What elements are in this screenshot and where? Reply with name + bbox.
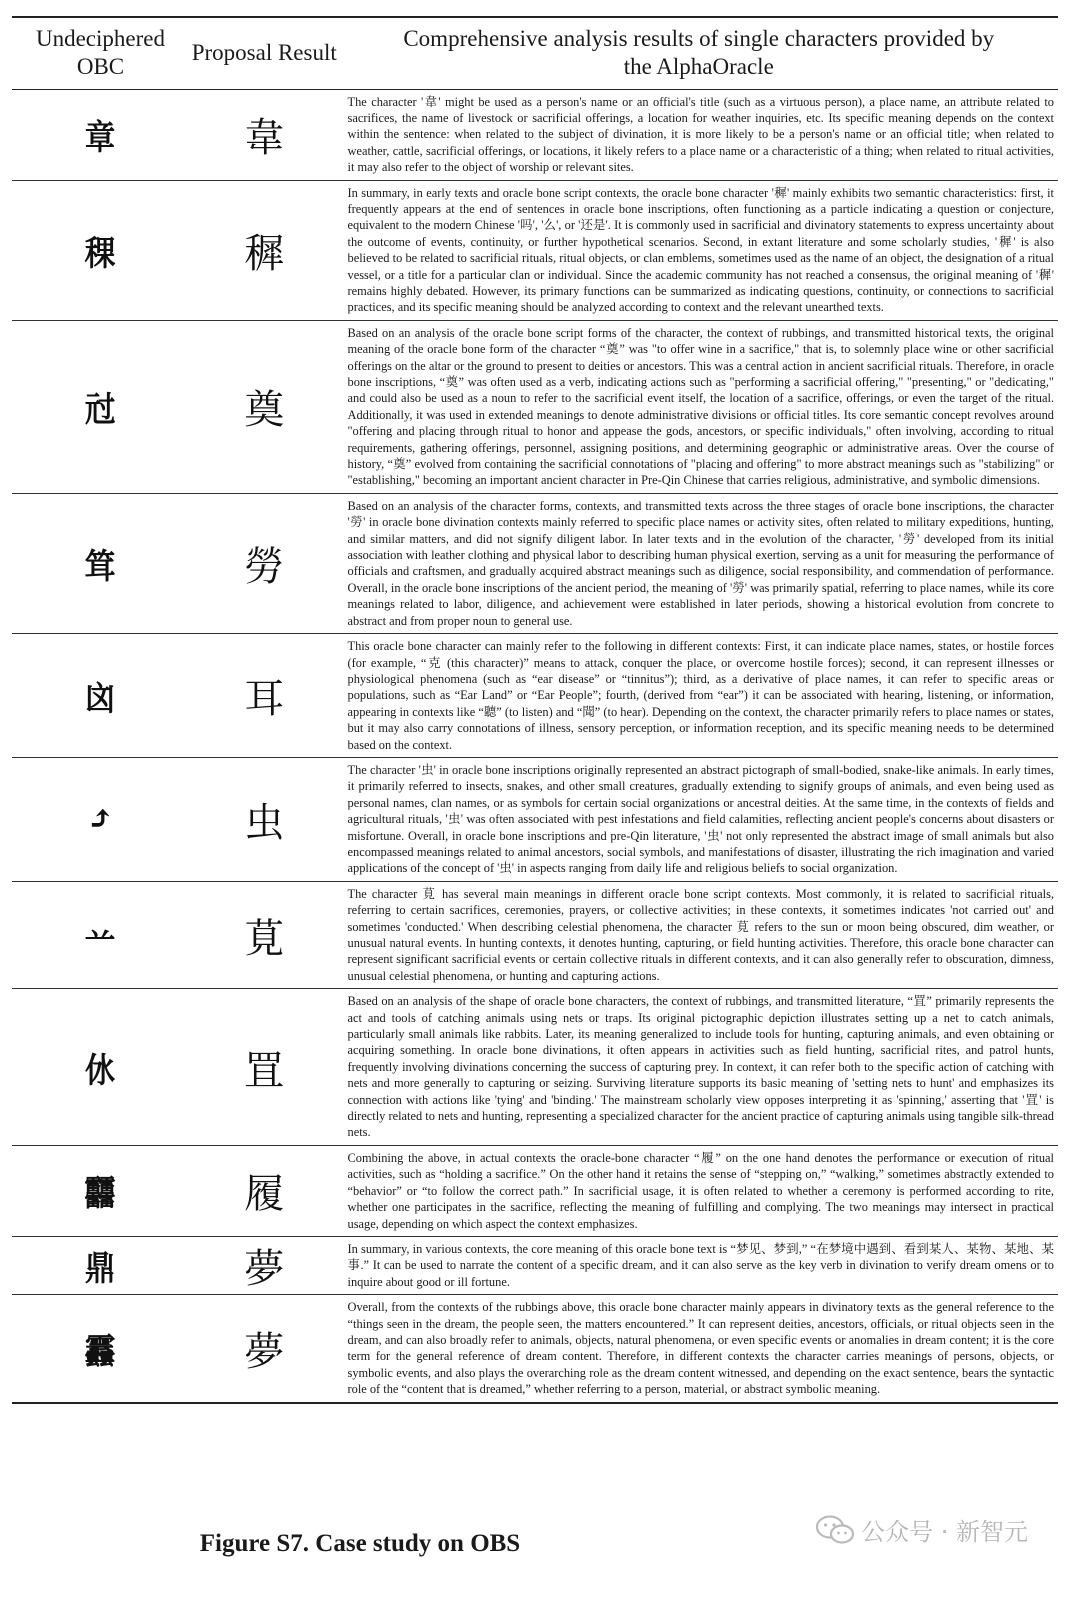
proposal-result-character: 履 <box>244 1171 285 1218</box>
proposal-result-character: 莧 <box>244 915 285 962</box>
proposal-result-cell <box>189 989 340 1146</box>
obc-glyph: 䨺 <box>85 1331 116 1372</box>
obc-cell <box>12 1145 189 1236</box>
proposal-result-character: 勞 <box>244 543 285 590</box>
proposal-result-cell <box>189 634 340 758</box>
obc-cell <box>12 89 189 180</box>
table-row <box>12 320 1058 493</box>
obc-glyph: 䒑 <box>85 918 116 959</box>
analysis-text: Based on an analysis of the character forms, contexts, and transmitted texts across the three stages of oracle bone inscriptions, the character '勞' in oracle bone divination contexts mainly referred to specific place names or activity sites, often related to military expeditions, hunting, and similar matters, and did not signify diligent labor. In later texts and in the evolution of the character, '勞' developed from its initial association with leather clothing and physical labor to describing human physical exertion, serving as a unit for measuring the performance of officials and craftsmen, and gradually acquired abstract meanings such as diligence, social responsibility, and commendation of performance. Overall, in the oracle bone inscriptions of the ancient period, the meaning of '勞' was primarily spatial, referring to place names, while its core meanings related to labor, diligence, and achievement were established in later periods, showing a historical evolution from concrete to abstract and from proper noun to general use. <box>347 498 1054 628</box>
table-row <box>12 634 1058 758</box>
obc-glyph: 㲻 <box>85 1050 116 1091</box>
analysis-text: Based on an analysis of the shape of oracle bone characters, the context of rubbings, and transmitted literature, “罝” primarily represents the act and tools of catching animals using nets or traps. Its original pictographic depiction illustrates setting up a net to catch animals, particularly small animals like rabbits. Later, its meaning generalized to include tools for hunting, capturing animals, and even obtaining or acquiring something. In oracle bone divinations, it often appears in activities such as field hunting, sacrificial rites, and patrol hunts, frequently involving divinations concerning the success of capturing prey. In context, it can refer both to the specific action of catching with nets and more generally to capturing or seizing. Surviving literature supports its basic meaning of 'setting nets to hunt' and emphasizes its connection with actions like 'tying' and 'binding.' The mainstream scholarly view opposes interpreting it as 'spinning,' asserting that '罝' is directly related to nets and hunting, representing a specialized character for the ancient practice of capturing animals using tangible silk-thread nets. <box>347 994 1054 1140</box>
obc-cell <box>12 634 189 758</box>
proposal-result-character: 穉 <box>244 230 285 277</box>
proposal-result-character: 虫 <box>244 799 285 846</box>
proposal-result-cell <box>189 180 340 320</box>
analysis-text: This oracle bone character can mainly refer to the following in different contexts: First, it can indicate place names, states, or hostile forces (for example, “克 (this character)” means to attack, conquer the place, or overcome hostile forces); second, it can represent illnesses or physiological phenomena (such as “ear disease” or “tinnitus”); third, as a derivative of place names, it can refer to specific areas or populations, such as “Ear Land” or “Ear People”; fourth, (derived from “ear”) it can be associated with hearing, listening, or information, appearing in contexts like “聽” (to listen) and “聞” (to hear). Depending on the context, the character primarily refers to place names or states, but it may also carry connotations of illness, sensory perception, or information reception, and its specific meaning needs to be determined based on the context. <box>347 639 1054 752</box>
figure-caption: Figure S7. Case study on OBS <box>199 1530 521 1557</box>
proposal-result-cell <box>189 89 340 180</box>
proposal-result-character: 夢 <box>244 1328 285 1375</box>
obc-cell <box>12 881 189 988</box>
table-row <box>12 989 1058 1146</box>
table-row <box>12 180 1058 320</box>
obc-cell <box>12 180 189 320</box>
obc-cell <box>12 493 189 633</box>
table-row <box>12 1236 1058 1294</box>
table-row <box>12 881 1058 988</box>
proposal-result-cell <box>189 493 340 633</box>
obc-cell <box>12 1295 189 1403</box>
table-body <box>12 89 1058 1403</box>
obc-glyph: 㝴 <box>85 390 116 431</box>
proposal-result-cell <box>189 1295 340 1403</box>
table-row <box>12 89 1058 180</box>
obc-cell <box>12 989 189 1146</box>
header-proposal-result: Proposal Result <box>191 40 337 66</box>
analysis-text: The character 莧 has several main meanings in different oracle bone script contexts. Most commonly, it is related to sacrificial rituals, referring to certain sacrifices, ceremonies, prayers, or collective activities; in these contexts, it sometimes indicates 'not carried out' and sometimes 'conducted.' When describing celestial phenomena, the character 莧 refers to the sun or moon being obscured, dim weather, or unusual natural events. In hunting contexts, it denotes hunting, capturing, or field hunting activities. Therefore, this oracle bone character can represent significant sacrificial events or certain collective rituals in different contexts, and it can also generally refer to obscuration, dimness, unusual celestial phenomena, or hunting and capturing actions. <box>347 886 1054 983</box>
table-row <box>12 757 1058 881</box>
header-row <box>12 17 1058 89</box>
watermark-text: 公众号 · 新智元 <box>861 1518 1028 1546</box>
obc-glyph: 䨻 <box>85 1174 116 1215</box>
analysis-text: Combining the above, in actual contexts the oracle-bone character “履” on the one hand denotes the performance or execution of ritual activities, such as “holding a sacrifice.” On the other hand it retains the sense of “stepping on,” “walking,” sometimes abstractly extended to “behavior” or “to follow the correct path.” In sacrificial usage, it is often related to whether a ceremony is performed according to rite, whether one participates in the sacrifice, reflecting the meaning of fulfilling and complying. The two meanings may intersect in practical usage, depending on which aspect the context emphasizes. <box>347 1150 1054 1231</box>
obc-cell <box>12 757 189 881</box>
analysis-text: In summary, in early texts and oracle bone script contexts, the oracle bone character '穉' mainly exhibits two semantic characteristics: first, it frequently appears at the end of sentences in oracle bone inscriptions, often functioning as a particle indicating a question or conjecture, equivalent to the modern Chinese '吗', '么', or '还是'. It is commonly used in sacrificial and divinatory statements to express uncertainty about the outcome of events, continuity, or further hypothetical scenarios. Second, in extant literature and some scholarly studies, '穉' is also believed to be related to sacrificial rituals, ritual objects, or clan emblems, sometimes used as the name of an object, the designation of a ritual vessel, or a title for a particular clan or individual. Since the academic community has not reached a consensus, the original meaning of '穉' remains highly debated. However, its primary functions can be summarized as indicating questions, continuity, or connections to sacrificial practices, and its specific meaning should be analyzed according to context and the relevant unearthed texts. <box>347 185 1054 315</box>
analysis-text: The character '虫' in oracle bone inscriptions originally represented an abstract pictograph of small-bodied, snake-like animals. In early times, it primarily referred to insects, snakes, and other small creatures, gradually extending to signify groups of animals, and even being used as personal names, clan names, or as symbols for certain social organizations or ancestral deities. At the same time, in the contexts of fields and agricultural rituals, '虫' was often associated with pest infestations and field calamities, reflecting ancient people's concerns about disasters or misfortune. Overall, in oracle bone inscriptions and pre-Qin literature, '虫' not only represented the abstract image of small animals but also encompassed meanings related to animal ancestors, social symbols, and manifestations of disaster, illustrating the rich imagination and varied applications of the concept of '虫' in aspects ranging from daily life and religious beliefs to social organization. <box>347 762 1054 876</box>
analysis-text: In summary, in various contexts, the core meaning of this oracle bone text is “梦见、梦到,” “在梦境中遇到、看到某人、某物、某地、某事.” It can be used to narrate the content of a specific dream, and it can also serve as the key verb in divination to verify dream omens or to inquire about good or ill fortune. <box>347 1241 1054 1289</box>
table-row <box>12 493 1058 633</box>
proposal-result-cell <box>189 320 340 493</box>
table-row <box>12 1295 1058 1403</box>
proposal-result-cell <box>189 1145 340 1236</box>
table-header <box>12 17 1058 89</box>
proposal-result-character: 韋 <box>244 115 285 162</box>
table-row <box>12 1145 1058 1236</box>
proposal-result-character: 夢 <box>244 1246 285 1293</box>
proposal-result-character: 耳 <box>244 676 285 723</box>
obc-glyph: 㓙 <box>85 679 116 720</box>
obc-glyph: 稞 <box>85 233 116 274</box>
obc-cell <box>12 1236 189 1294</box>
header-analysis: Comprehensive analysis results of single characters provided by the AlphaOracle <box>403 26 995 80</box>
proposal-result-cell <box>189 1236 340 1294</box>
obc-cell <box>12 320 189 493</box>
obc-glyph: ⤴ <box>87 799 114 840</box>
watermark <box>815 1512 1028 1547</box>
obc-glyph: 䇯 <box>85 546 116 587</box>
analysis-text: Overall, from the contexts of the rubbings above, this oracle bone character mainly appears in divinatory texts as the general reference to the “things seen in the dream, the people seen, the matters encountered.” It can represent deities, ancestors, officials, or ritual objects seen in the dream, and can also broadly refer to animals, objects, natural phenomena, or even specific events or anomalies in dream content; it is the core term for the general reference of dream content. Therefore, in different contexts the character carries meanings of persons, objects, or symbolic events, and also plays the overarching role as the dream content witnessed, and depending on the exact sentence, bears the syntactic role of the “content that is dreamed,” whether referring to a person, material, or abstract symbolic meaning. <box>347 1300 1054 1397</box>
header-undeciphered-obc: Undeciphered OBC <box>35 26 165 80</box>
proposal-result-cell <box>189 881 340 988</box>
obc-glyph: 章 <box>85 118 116 159</box>
analysis-text: Based on an analysis of the oracle bone script forms of the character, the context of rubbings, and transmitted historical texts, the original meaning of the oracle bone form of the character “奠” was "to offer wine in a sacrifice," that is, to solemnly place wine or other sacrificial offerings on the altar or the ground to present to deities or ancestors. This was a central action in ancient sacrificial rituals. Therefore, in oracle bone inscriptions, “奠” was often used as a verb, indicating actions such as "performing a sacrificial offering," "presenting," or "dedicating," and could also be used as a noun to refer to the sacrificial event itself, the location of a sacrifice, offerings, or even the target of the ritual. Additionally, it was used in extended meanings to denote administrative divisions or official titles. Its core semantic concept revolves around "offering and placing through ritual to honor and appease the gods, ancestors, or specific individuals," often involving, according to ritual requirements, gathering offerings, personnel, assigning positions, and determining geographic or administrative areas. Over the course of history, “奠” evolved from containing the sacrificial connotations of "placing and offering" to more abstract meanings such as "stabilizing" or "establishing," becoming an important ancient character in Pre-Qin Chinese that carries religious, administrative, and symbolic dimensions. <box>347 325 1054 488</box>
proposal-result-character: 罝 <box>244 1047 285 1094</box>
obc-glyph: 鼎 <box>85 1249 116 1290</box>
case-study-table <box>12 16 1058 1404</box>
proposal-result-cell <box>189 757 340 881</box>
wechat-icon <box>815 1514 855 1546</box>
analysis-text: The character '韋' might be used as a person's name or an official's title (such as a virtuous person), a place name, an attribute related to sacrifices, the name of livestock or sacrificial offerings, a location for weather inquiries, etc. Its specific meaning depends on the context within the sentence: when related to the subject of divination, it is more likely to be a person's name or an official title; when related to weather, cattle, sacrificial offerings, or locations, it likely refers to a place name or a characteristic of a thing; when related to ritual activities, it may also refer to the object of worship or relevant sites. <box>347 94 1054 175</box>
proposal-result-character: 奠 <box>244 387 285 434</box>
